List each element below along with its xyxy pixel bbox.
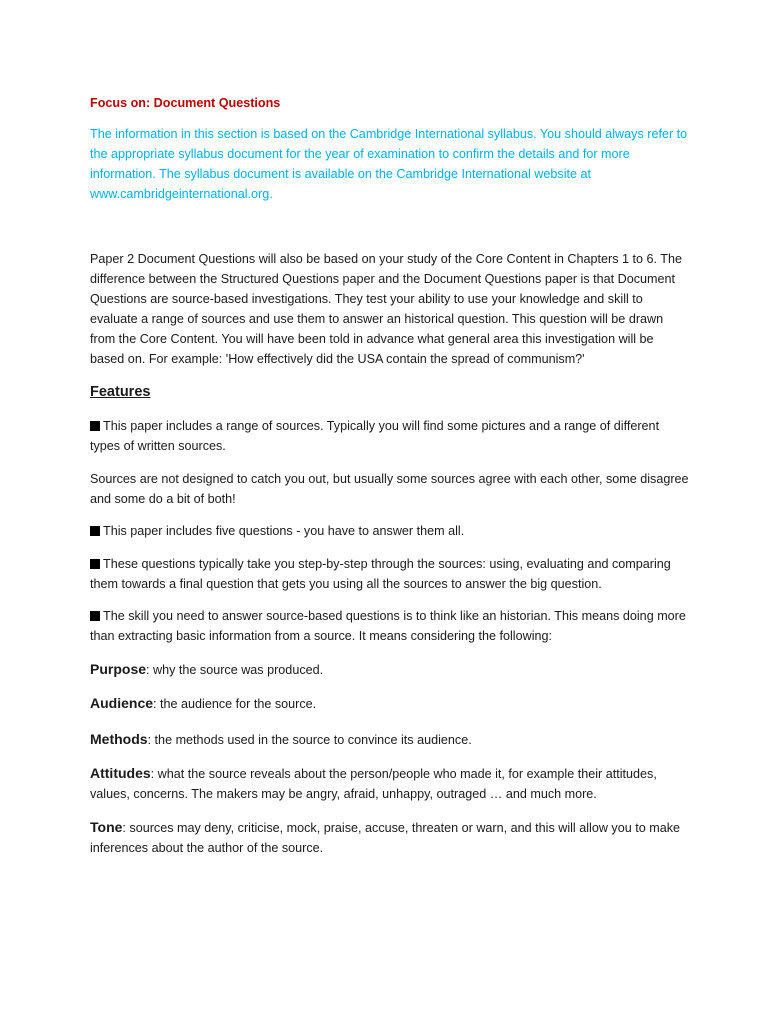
term-definition: : what the source reveals about the person/people who made it, for example their attitudes, values, concerns. The makers may be angry, afraid, unhappy, outraged … and much more. (90, 767, 657, 801)
term-attitudes (90, 763, 690, 804)
square-bullet-icon (90, 526, 100, 536)
term-definition: : the methods used in the source to convince its audience. (147, 733, 472, 747)
feature-bullet-questions (90, 521, 690, 541)
term-definition: : the audience for the source. (153, 697, 317, 711)
paper2-description: Paper 2 Document Questions will also be based on your study of the Core Content in Chapters 1 to 6. The difference between the Structured Questions paper and the Document Questions paper is that Document Questions are source-based investigations. They test your ability to use your knowledge and skill to evaluate a range of sources and use them to answer an historical question. This question will be drawn from the Core Content. You will have been told in advance what general area this investigation will be based on. For example: 'How effectively did the USA contain the spread of communism?' (90, 252, 683, 366)
feature-bullet-text: The skill you need to answer source-based questions is to think like an historian. This means doing more than extracting basic information from a source. It means considering the following: (90, 609, 686, 643)
term-audience (90, 693, 690, 714)
feature-bullet-steps (90, 554, 690, 594)
syllabus-intro: The information in this section is based on the Cambridge International syllabus. You should always refer to the appropriate syllabus document for the year of examination to confirm the details and for more information. The syllabus document is available on the Cambridge International website at www.cambridgeinternational.org. (90, 127, 688, 201)
term-definition: : why the source was produced. (146, 663, 324, 677)
term-methods (90, 729, 690, 750)
feature-bullet-text: This paper includes a range of sources. Typically you will find some pictures and a range of different types of written sources. (90, 419, 660, 453)
feature-bullet-text: This paper includes five questions - you have to answer them all. (103, 524, 465, 538)
feature-bullet-text: These questions typically take you step-by-step through the sources: using, evaluating and comparing them towards a final question that gets you using all the sources to answer the big question. (90, 557, 671, 591)
section-heading: Focus on: Document Questions (90, 96, 281, 110)
term-label: Methods (90, 731, 148, 747)
square-bullet-icon (90, 421, 100, 431)
term-definition: : sources may deny, criticise, mock, praise, accuse, threaten or warn, and this will allow you to make inferences about the author of the source. (90, 821, 681, 855)
term-purpose (90, 659, 690, 680)
feature-bullet-sources (90, 416, 690, 456)
sources-note: Sources are not designed to catch you out, but usually some sources agree with each other, some disagree and some do a bit of both! (90, 472, 689, 506)
term-tone (90, 817, 690, 858)
feature-bullet-skill (90, 606, 690, 646)
square-bullet-icon (90, 559, 100, 569)
document-page (90, 93, 690, 858)
term-label: Tone (90, 819, 123, 835)
term-label: Purpose (90, 661, 147, 677)
features-heading: Features (90, 384, 151, 400)
term-label: Audience (90, 695, 154, 711)
square-bullet-icon (90, 611, 100, 621)
term-label: Attitudes (90, 765, 151, 781)
